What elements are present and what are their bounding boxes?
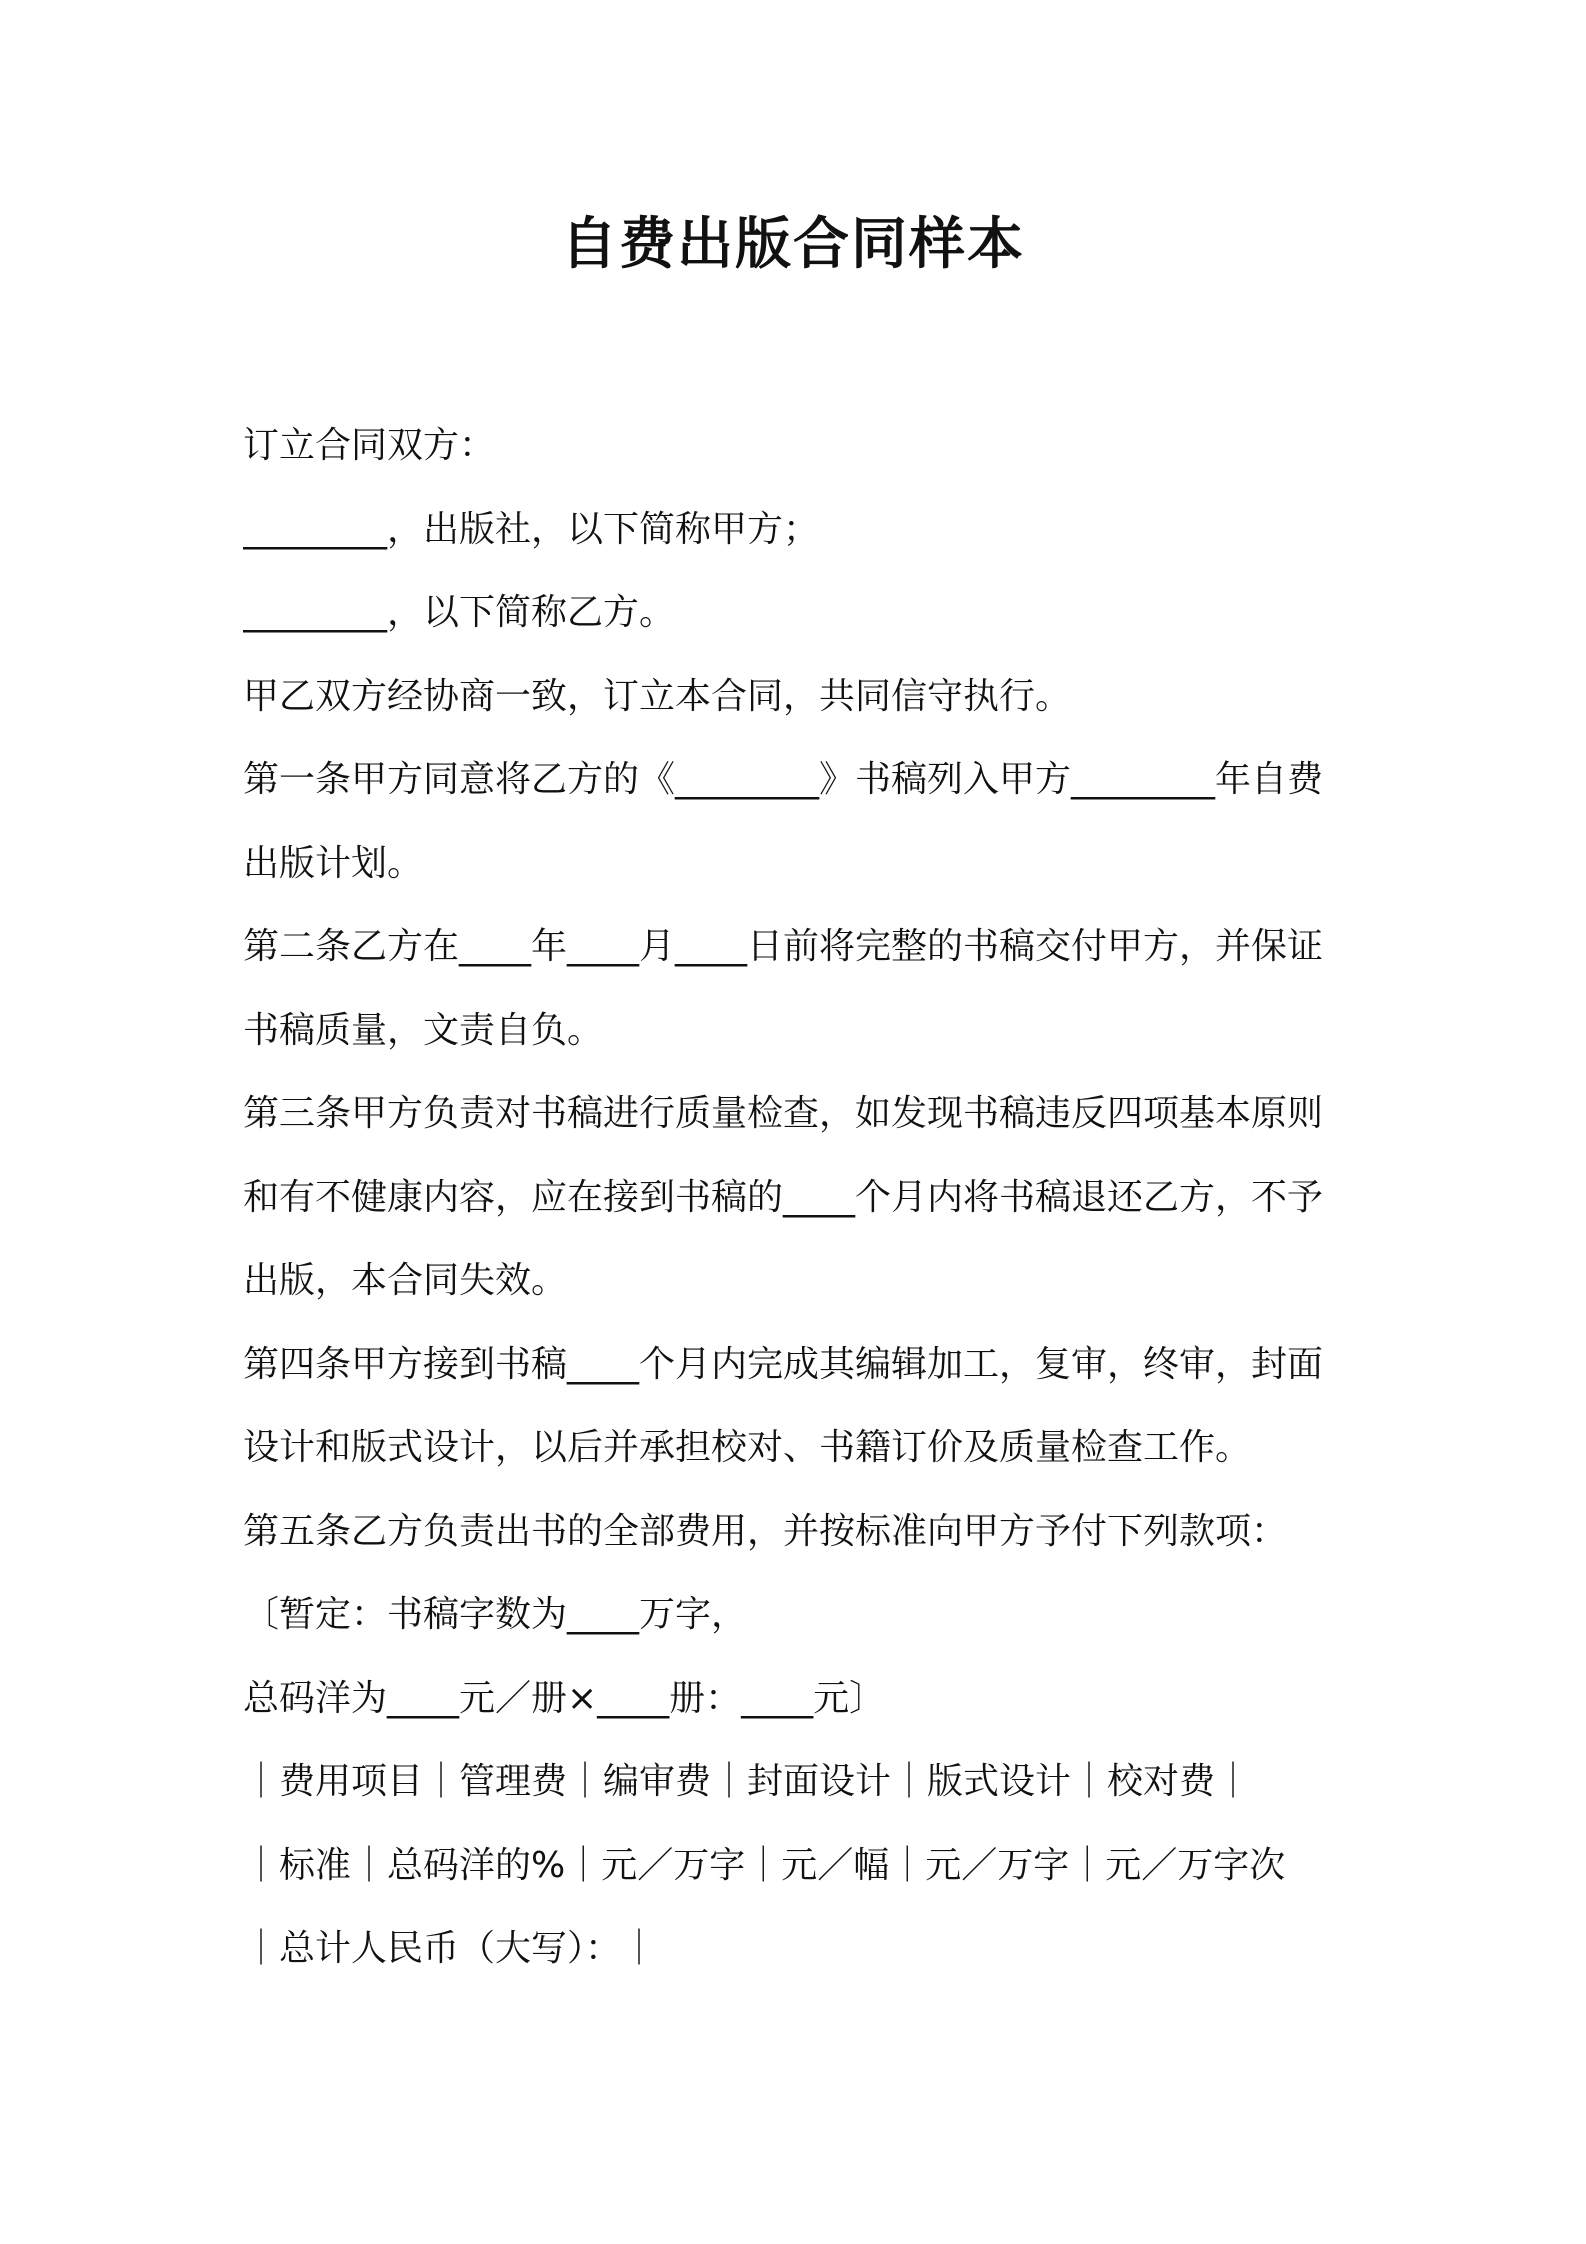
contract-line-article-1: 第一条甲方同意将乙方的《________》书稿列入甲方________年自费 bbox=[243, 759, 1324, 800]
contract-line-party-b: ________，以下简称乙方。 bbox=[243, 592, 676, 633]
fee-table-total-row: ｜总计人民币（大写）：｜ bbox=[243, 1928, 658, 1969]
fee-table-standard-row: ｜标准｜总码洋的%｜元／万字｜元／幅｜元／万字｜元／万字次 bbox=[243, 1844, 1286, 1886]
contract-line-parties-intro: 订立合同双方： bbox=[243, 425, 496, 466]
contract-line-article-3-end: 出版，本合同失效。 bbox=[243, 1260, 568, 1301]
fee-table-header-row: ｜费用项目｜管理费｜编审费｜封面设计｜版式设计｜校对费｜ bbox=[243, 1761, 1252, 1802]
document-title: 自费出版合同样本 bbox=[561, 212, 1025, 277]
contract-line-party-a: ________，出版社，以下简称甲方； bbox=[243, 508, 820, 550]
contract-line-article-2: 第二条乙方在____年____月____日前将完整的书稿交付甲方，并保证 bbox=[243, 926, 1324, 967]
contract-body bbox=[243, 404, 1363, 1991]
contract-line-article-2-cont: 书稿质量，文责自负。 bbox=[243, 1009, 604, 1051]
contract-line-total-price: 总码洋为____元／册×____册：____元〕 bbox=[243, 1677, 886, 1719]
contract-line-agreement: 甲乙双方经协商一致，订立本合同，共同信守执行。 bbox=[243, 675, 1072, 717]
contract-line-article-3: 第三条甲方负责对书稿进行质量检查，如发现书稿违反四项基本原则 bbox=[243, 1093, 1324, 1134]
contract-line-article-4-cont: 设计和版式设计，以后并承担校对、书籍订价及质量检查工作。 bbox=[243, 1427, 1252, 1468]
contract-line-word-count: 〔暂定：书稿字数为____万字， bbox=[243, 1594, 748, 1635]
contract-line-article-4: 第四条甲方接到书稿____个月内完成其编辑加工，复审，终审，封面 bbox=[243, 1343, 1324, 1385]
contract-line-article-5: 第五条乙方负责出书的全部费用，并按标准向甲方予付下列款项： bbox=[243, 1510, 1288, 1552]
contract-line-article-3-cont: 和有不健康内容，应在接到书稿的____个月内将书稿退还乙方，不予 bbox=[243, 1176, 1324, 1218]
contract-line-article-1-cont: 出版计划。 bbox=[243, 842, 424, 884]
